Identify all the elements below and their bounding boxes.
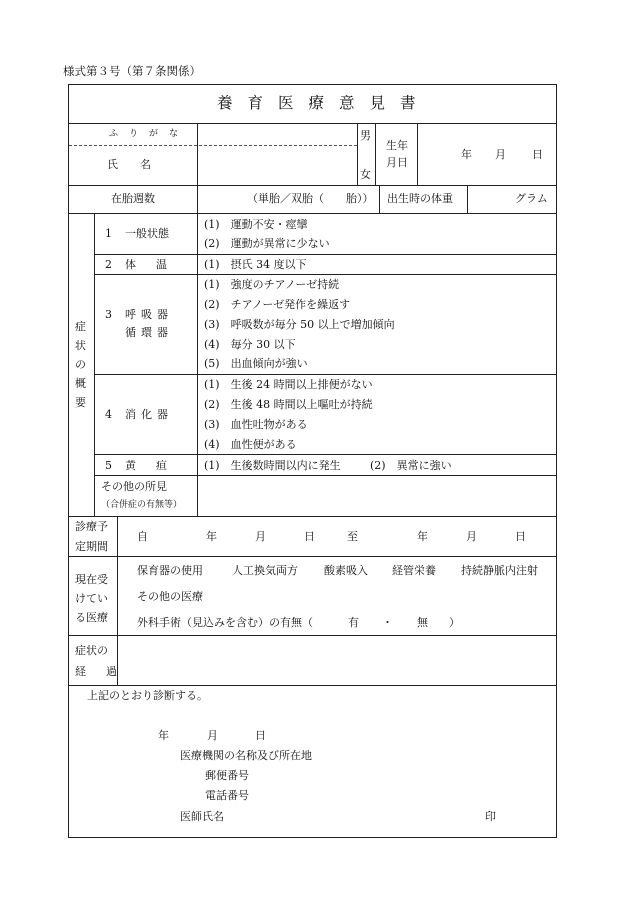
form-title: 養育医療意見書 [217, 94, 431, 112]
birth-weight-label: 出生時の体重 [387, 192, 453, 205]
other-findings-label: その他の所見 [101, 480, 167, 493]
period-from-year: 年 [206, 530, 217, 543]
period-to-month: 月 [466, 530, 477, 543]
symptom-group-label-1: 症 [75, 320, 86, 333]
general-number: 1 [105, 227, 112, 240]
postal-code-label: 郵便番号 [205, 769, 249, 782]
birth-label-line2: 月日 [386, 156, 408, 169]
temperature-number: 2 [105, 258, 112, 271]
rule-symptoms-bottom [69, 516, 556, 517]
birth-month-unit: 月 [495, 148, 506, 161]
progress-label-line1: 症状の [75, 644, 108, 657]
sign-day: 日 [255, 729, 266, 742]
medical-opinion-form [68, 84, 557, 838]
symptom-group-label-4: 概 [75, 377, 86, 390]
period-label-line2: 定期間 [75, 540, 108, 553]
digestive-item-2: (2) 生後 48 時間以上嘔吐が持続 [204, 398, 373, 411]
rule-respiratory-bottom [94, 374, 556, 375]
birth-year-unit: 年 [461, 148, 472, 161]
digestive-item-4: (4) 血性便がある [204, 438, 297, 451]
rule-progress-bottom [69, 685, 556, 686]
sign-month: 月 [207, 729, 218, 742]
care-label-line1: 現在受 [75, 573, 108, 586]
doctor-name-label: 医師氏名 [180, 810, 224, 823]
surgery-question: 外科手術（見込みを含む）の有無（ [137, 616, 313, 629]
rule-period-col [117, 516, 118, 556]
circulatory-label: 循環器 [125, 326, 173, 339]
rule-jaundice-bottom [94, 475, 556, 476]
care-option-tube-feeding: 経管栄養 [392, 564, 436, 577]
phone-number-label: 電話番号 [205, 789, 249, 802]
rule-temperature-bottom [94, 274, 556, 275]
period-to: 至 [347, 530, 358, 543]
jaundice-item-2: (2) 異常に強い [370, 459, 452, 472]
other-findings-sublabel: （合併症の有無等） [101, 500, 183, 510]
rule-name-bottom [69, 185, 556, 186]
care-label-line3: る医療 [75, 611, 108, 624]
sex-female-label: 女 [360, 168, 371, 181]
rule-gestation-bottom [69, 213, 556, 214]
surgery-close: ） [449, 616, 460, 629]
gestation-label: 在胎週数 [111, 192, 155, 205]
period-to-year: 年 [417, 530, 428, 543]
respiratory-item-4: (4) 毎分 30 以下 [204, 338, 296, 351]
form-number-caption: 様式第３号（第７条関係） [63, 64, 201, 78]
rule-general-bottom [94, 254, 556, 255]
digestive-item-1: (1) 生後 24 時間以上排便がない [204, 378, 373, 391]
jaundice-number: 5 [105, 459, 112, 472]
rule-digestive-bottom [94, 454, 556, 455]
rule-care-bottom [69, 635, 556, 636]
care-label-line2: けてい [75, 592, 108, 605]
respiratory-label: 呼吸器 [125, 308, 173, 321]
diagnosis-statement: 上記のとおり診断する。 [87, 689, 208, 702]
digestive-item-3: (3) 血性吐物がある [204, 418, 308, 431]
surgery-yes: 有 [348, 616, 359, 629]
care-option-incubator: 保育器の使用 [137, 564, 203, 577]
rule-weight-left [379, 185, 380, 213]
rule-symptom-group [94, 213, 95, 516]
name-label: 氏名 [107, 158, 173, 171]
general-item-2: (2) 運動が異常に少ない [204, 237, 330, 250]
care-option-ventilation: 人工換気両方 [232, 564, 298, 577]
care-other: その他の医療 [137, 590, 203, 603]
rule-weight-right [467, 185, 468, 213]
jaundice-label: 黄疸 [125, 459, 187, 472]
seal-mark: 印 [485, 810, 496, 823]
rule-furigana-bottom [69, 145, 357, 146]
facility-name-address: 医療機関の名称及び所在地 [180, 749, 312, 762]
period-from: 自 [137, 530, 148, 543]
respiratory-item-5: (5) 出血傾向が強い [204, 357, 308, 370]
furigana-label: ふりがな [109, 129, 190, 139]
symptom-group-label-3: の [75, 358, 86, 371]
surgery-separator: ・ [382, 616, 393, 629]
rule-symptom-items [197, 213, 198, 516]
surgery-no: 無 [417, 616, 428, 629]
digestive-number: 4 [105, 408, 112, 421]
respiratory-item-2: (2) チアノーゼ発作を繰返す [204, 298, 351, 311]
temperature-label: 体温 [125, 258, 187, 271]
birth-day-unit: 日 [532, 148, 543, 161]
period-from-day: 日 [304, 530, 315, 543]
rule-label-col [197, 123, 198, 213]
rule-birth-right [417, 123, 418, 185]
rule-title-bottom [69, 123, 556, 124]
symptom-group-label-5: 要 [75, 396, 86, 409]
period-from-month: 月 [255, 530, 266, 543]
general-label: 一般状態 [125, 227, 169, 240]
symptom-group-label-2: 状 [75, 339, 86, 352]
progress-label-line2: 経過 [75, 665, 137, 678]
rule-period-bottom [69, 556, 556, 557]
rule-sex-left [357, 123, 358, 185]
period-label-line1: 診療予 [75, 520, 108, 533]
respiratory-item-1: (1) 強度のチアノーゼ持続 [204, 278, 340, 291]
general-item-1: (1) 運動不安・痙攣 [204, 218, 308, 231]
respiratory-item-3: (3) 呼吸数が毎分 50 以上で増加傾向 [204, 318, 395, 331]
respiratory-number: 3 [105, 308, 112, 321]
rule-sex-right [375, 123, 376, 185]
jaundice-item-1: (1) 生後数時間以内に発生 [204, 459, 341, 472]
digestive-label: 消化器 [125, 408, 173, 421]
birth-label-line1: 生年 [386, 139, 408, 152]
care-option-oxygen: 酸素吸入 [324, 564, 368, 577]
sex-male-label: 男 [360, 129, 371, 142]
period-to-day: 日 [515, 530, 526, 543]
temperature-item-1: (1) 摂氏 34 度以下 [204, 258, 307, 271]
birth-type-field: （単胎／双胎（ 胎）） [247, 192, 374, 205]
sign-year: 年 [158, 729, 169, 742]
birth-weight-unit: グラム [515, 192, 548, 205]
care-option-iv-infusion: 持続静脈内注射 [461, 564, 538, 577]
